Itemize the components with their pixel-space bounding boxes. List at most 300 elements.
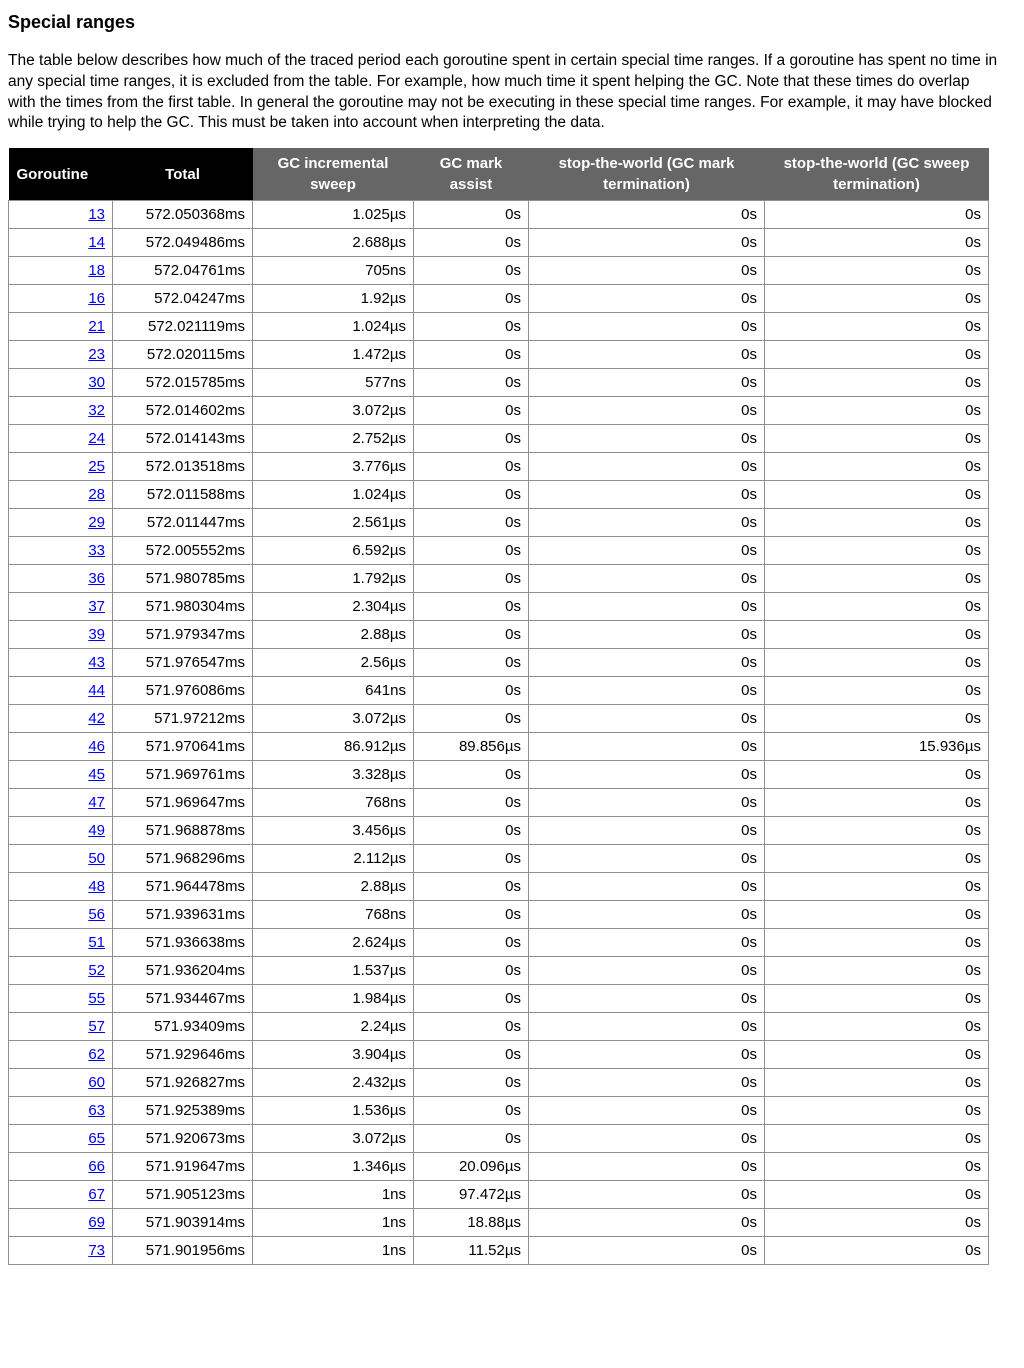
goroutine-link[interactable]: 48 <box>88 878 105 896</box>
gc-incremental-sweep-cell: 2.561µs <box>253 509 414 537</box>
gc-mark-assist-cell: 0s <box>414 817 529 845</box>
goroutine-cell <box>9 789 113 817</box>
table-row <box>9 789 989 817</box>
goroutine-cell <box>9 985 113 1013</box>
total-cell: 571.936204ms <box>113 957 253 985</box>
gc-mark-assist-cell: 89.856µs <box>414 733 529 761</box>
stw-sweep-termination-cell: 0s <box>765 285 989 313</box>
table-row <box>9 453 989 481</box>
gc-incremental-sweep-cell: 2.88µs <box>253 621 414 649</box>
stw-mark-termination-cell: 0s <box>529 537 765 565</box>
table-row <box>9 1069 989 1097</box>
gc-mark-assist-cell: 0s <box>414 1125 529 1153</box>
table-body <box>9 201 989 1265</box>
stw-mark-termination-cell: 0s <box>529 817 765 845</box>
total-cell: 571.934467ms <box>113 985 253 1013</box>
gc-mark-assist-cell: 0s <box>414 901 529 929</box>
goroutine-link[interactable]: 62 <box>88 1046 105 1064</box>
stw-mark-termination-cell: 0s <box>529 313 765 341</box>
total-cell: 571.968296ms <box>113 845 253 873</box>
goroutine-link[interactable]: 47 <box>88 794 105 812</box>
gc-mark-assist-cell: 0s <box>414 1097 529 1125</box>
total-cell: 571.939631ms <box>113 901 253 929</box>
table-row <box>9 425 989 453</box>
gc-mark-assist-cell: 0s <box>414 649 529 677</box>
gc-incremental-sweep-cell: 577ns <box>253 369 414 397</box>
goroutine-cell <box>9 229 113 257</box>
total-cell: 572.050368ms <box>113 201 253 229</box>
gc-mark-assist-cell: 0s <box>414 201 529 229</box>
gc-incremental-sweep-cell: 705ns <box>253 257 414 285</box>
gc-incremental-sweep-cell: 3.072µs <box>253 1125 414 1153</box>
stw-mark-termination-cell: 0s <box>529 1013 765 1041</box>
stw-mark-termination-cell: 0s <box>529 957 765 985</box>
table-row <box>9 481 989 509</box>
goroutine-cell <box>9 1125 113 1153</box>
stw-mark-termination-cell: 0s <box>529 901 765 929</box>
goroutine-link[interactable]: 25 <box>88 458 105 476</box>
column-header-stw-mark-termination: stop-the-world (GC mark termination) <box>529 148 765 201</box>
stw-mark-termination-cell: 0s <box>529 565 765 593</box>
stw-mark-termination-cell: 0s <box>529 761 765 789</box>
stw-sweep-termination-cell: 0s <box>765 565 989 593</box>
gc-incremental-sweep-cell: 1.92µs <box>253 285 414 313</box>
column-header-total: Total <box>113 148 253 201</box>
total-cell: 571.97212ms <box>113 705 253 733</box>
page-description: The table below describes how much of the traced period each goroutine spent in certain special time ranges. If a goroutine has spent no time in any special time ranges, it is excluded from the table. For example, how much time it spent helping the GC. Note that these times do overlap with the times from the first table. In general the goroutine may not be executing in these special time ranges. For example, it may have blocked while trying to help the GC. This must be taken into account when interpreting the data. <box>8 52 998 132</box>
total-cell: 571.976547ms <box>113 649 253 677</box>
goroutine-cell <box>9 901 113 929</box>
goroutine-cell <box>9 397 113 425</box>
gc-incremental-sweep-cell: 2.88µs <box>253 873 414 901</box>
goroutine-link[interactable]: 30 <box>88 374 105 392</box>
gc-mark-assist-cell: 0s <box>414 313 529 341</box>
gc-incremental-sweep-cell: 2.432µs <box>253 1069 414 1097</box>
goroutine-link[interactable]: 18 <box>88 262 105 280</box>
gc-mark-assist-cell: 0s <box>414 397 529 425</box>
goroutine-cell <box>9 1013 113 1041</box>
goroutine-cell <box>9 873 113 901</box>
stw-mark-termination-cell: 0s <box>529 201 765 229</box>
goroutine-link[interactable]: 73 <box>88 1242 105 1260</box>
goroutine-link[interactable]: 50 <box>88 850 105 868</box>
gc-mark-assist-cell: 0s <box>414 705 529 733</box>
table-row <box>9 565 989 593</box>
gc-incremental-sweep-cell: 768ns <box>253 789 414 817</box>
gc-mark-assist-cell: 0s <box>414 369 529 397</box>
gc-mark-assist-cell: 0s <box>414 285 529 313</box>
column-header-gc-incremental-sweep: GC incremental sweep <box>253 148 414 201</box>
total-cell: 571.925389ms <box>113 1097 253 1125</box>
gc-mark-assist-cell: 0s <box>414 257 529 285</box>
stw-sweep-termination-cell: 0s <box>765 201 989 229</box>
gc-incremental-sweep-cell: 1ns <box>253 1181 414 1209</box>
goroutine-link[interactable]: 49 <box>88 822 105 840</box>
goroutine-cell <box>9 593 113 621</box>
goroutine-cell <box>9 1209 113 1237</box>
gc-incremental-sweep-cell: 2.24µs <box>253 1013 414 1041</box>
stw-sweep-termination-cell: 0s <box>765 1041 989 1069</box>
gc-mark-assist-cell: 0s <box>414 957 529 985</box>
goroutine-cell <box>9 369 113 397</box>
stw-mark-termination-cell: 0s <box>529 677 765 705</box>
goroutine-link[interactable]: 57 <box>88 1018 105 1036</box>
stw-mark-termination-cell: 0s <box>529 733 765 761</box>
goroutine-cell <box>9 1097 113 1125</box>
total-cell: 571.929646ms <box>113 1041 253 1069</box>
goroutine-cell <box>9 285 113 313</box>
stw-mark-termination-cell: 0s <box>529 425 765 453</box>
goroutine-link[interactable]: 66 <box>88 1158 105 1176</box>
goroutine-cell <box>9 257 113 285</box>
total-cell: 572.014143ms <box>113 425 253 453</box>
table-header-row <box>9 148 989 201</box>
goroutine-link[interactable]: 14 <box>88 234 105 252</box>
stw-sweep-termination-cell: 0s <box>765 1153 989 1181</box>
goroutine-cell <box>9 817 113 845</box>
stw-sweep-termination-cell: 0s <box>765 705 989 733</box>
gc-incremental-sweep-cell: 3.456µs <box>253 817 414 845</box>
goroutine-cell <box>9 481 113 509</box>
goroutine-cell <box>9 313 113 341</box>
goroutine-link[interactable]: 23 <box>88 346 105 364</box>
goroutine-link[interactable]: 44 <box>88 682 105 700</box>
total-cell: 571.970641ms <box>113 733 253 761</box>
stw-sweep-termination-cell: 0s <box>765 789 989 817</box>
table-row <box>9 257 989 285</box>
gc-incremental-sweep-cell: 6.592µs <box>253 537 414 565</box>
stw-mark-termination-cell: 0s <box>529 1209 765 1237</box>
goroutine-link[interactable]: 43 <box>88 654 105 672</box>
special-ranges-table <box>8 148 989 1265</box>
goroutine-cell <box>9 1041 113 1069</box>
gc-mark-assist-cell: 0s <box>414 1041 529 1069</box>
stw-sweep-termination-cell: 0s <box>765 1125 989 1153</box>
goroutine-cell <box>9 201 113 229</box>
table-row <box>9 845 989 873</box>
table-row <box>9 677 989 705</box>
gc-incremental-sweep-cell: 2.304µs <box>253 593 414 621</box>
gc-incremental-sweep-cell: 1.024µs <box>253 481 414 509</box>
stw-mark-termination-cell: 0s <box>529 257 765 285</box>
table-row <box>9 957 989 985</box>
table-row <box>9 817 989 845</box>
goroutine-cell <box>9 565 113 593</box>
gc-incremental-sweep-cell: 768ns <box>253 901 414 929</box>
total-cell: 571.980304ms <box>113 593 253 621</box>
goroutine-link[interactable]: 55 <box>88 990 105 1008</box>
goroutine-cell <box>9 929 113 957</box>
goroutine-link[interactable]: 63 <box>88 1102 105 1120</box>
table-header <box>9 148 989 201</box>
stw-sweep-termination-cell: 0s <box>765 761 989 789</box>
goroutine-cell <box>9 733 113 761</box>
table-row <box>9 1153 989 1181</box>
total-cell: 571.969647ms <box>113 789 253 817</box>
stw-sweep-termination-cell: 0s <box>765 341 989 369</box>
stw-sweep-termination-cell: 0s <box>765 901 989 929</box>
stw-sweep-termination-cell: 0s <box>765 649 989 677</box>
gc-incremental-sweep-cell: 1ns <box>253 1237 414 1265</box>
table-row <box>9 1237 989 1265</box>
gc-mark-assist-cell: 11.52µs <box>414 1237 529 1265</box>
column-header-stw-sweep-termination: stop-the-world (GC sweep termination) <box>765 148 989 201</box>
stw-sweep-termination-cell: 0s <box>765 1097 989 1125</box>
gc-mark-assist-cell: 97.472µs <box>414 1181 529 1209</box>
stw-mark-termination-cell: 0s <box>529 1181 765 1209</box>
goroutine-cell <box>9 761 113 789</box>
stw-sweep-termination-cell: 0s <box>765 593 989 621</box>
goroutine-link[interactable]: 45 <box>88 766 105 784</box>
total-cell: 571.926827ms <box>113 1069 253 1097</box>
goroutine-link[interactable]: 42 <box>88 710 105 728</box>
stw-sweep-termination-cell: 0s <box>765 453 989 481</box>
stw-sweep-termination-cell: 0s <box>765 621 989 649</box>
total-cell: 571.903914ms <box>113 1209 253 1237</box>
gc-mark-assist-cell: 18.88µs <box>414 1209 529 1237</box>
gc-incremental-sweep-cell: 1.346µs <box>253 1153 414 1181</box>
gc-mark-assist-cell: 0s <box>414 537 529 565</box>
gc-incremental-sweep-cell: 3.072µs <box>253 397 414 425</box>
stw-sweep-termination-cell: 0s <box>765 425 989 453</box>
table-row <box>9 761 989 789</box>
gc-mark-assist-cell: 0s <box>414 1069 529 1097</box>
stw-mark-termination-cell: 0s <box>529 1237 765 1265</box>
stw-sweep-termination-cell: 0s <box>765 873 989 901</box>
total-cell: 572.011447ms <box>113 509 253 537</box>
gc-incremental-sweep-cell: 2.112µs <box>253 845 414 873</box>
goroutine-cell <box>9 649 113 677</box>
gc-mark-assist-cell: 0s <box>414 761 529 789</box>
gc-mark-assist-cell: 0s <box>414 789 529 817</box>
stw-sweep-termination-cell: 0s <box>765 481 989 509</box>
goroutine-link[interactable]: 37 <box>88 598 105 616</box>
total-cell: 571.93409ms <box>113 1013 253 1041</box>
goroutine-link[interactable]: 69 <box>88 1214 105 1232</box>
column-header-gc-mark-assist: GC mark assist <box>414 148 529 201</box>
goroutine-link[interactable]: 32 <box>88 402 105 420</box>
stw-mark-termination-cell: 0s <box>529 285 765 313</box>
table-row <box>9 369 989 397</box>
total-cell: 571.901956ms <box>113 1237 253 1265</box>
stw-sweep-termination-cell: 0s <box>765 537 989 565</box>
goroutine-cell <box>9 537 113 565</box>
gc-incremental-sweep-cell: 3.072µs <box>253 705 414 733</box>
gc-incremental-sweep-cell: 1ns <box>253 1209 414 1237</box>
goroutine-cell <box>9 1181 113 1209</box>
stw-mark-termination-cell: 0s <box>529 1069 765 1097</box>
stw-sweep-termination-cell: 0s <box>765 257 989 285</box>
goroutine-cell <box>9 1153 113 1181</box>
stw-mark-termination-cell: 0s <box>529 1041 765 1069</box>
goroutine-cell <box>9 509 113 537</box>
gc-incremental-sweep-cell: 1.537µs <box>253 957 414 985</box>
total-cell: 572.014602ms <box>113 397 253 425</box>
stw-mark-termination-cell: 0s <box>529 789 765 817</box>
table-row <box>9 901 989 929</box>
stw-sweep-termination-cell: 0s <box>765 1181 989 1209</box>
total-cell: 571.936638ms <box>113 929 253 957</box>
gc-mark-assist-cell: 0s <box>414 985 529 1013</box>
gc-mark-assist-cell: 0s <box>414 565 529 593</box>
stw-sweep-termination-cell: 15.936µs <box>765 733 989 761</box>
stw-sweep-termination-cell: 0s <box>765 313 989 341</box>
table-row <box>9 397 989 425</box>
stw-mark-termination-cell: 0s <box>529 593 765 621</box>
table-row <box>9 313 989 341</box>
goroutine-cell <box>9 957 113 985</box>
total-cell: 571.980785ms <box>113 565 253 593</box>
stw-sweep-termination-cell: 0s <box>765 229 989 257</box>
gc-mark-assist-cell: 0s <box>414 341 529 369</box>
goroutine-link[interactable]: 16 <box>88 290 105 308</box>
goroutine-link[interactable]: 52 <box>88 962 105 980</box>
table-row <box>9 621 989 649</box>
table-row <box>9 341 989 369</box>
stw-mark-termination-cell: 0s <box>529 649 765 677</box>
goroutine-cell <box>9 425 113 453</box>
stw-mark-termination-cell: 0s <box>529 873 765 901</box>
stw-mark-termination-cell: 0s <box>529 705 765 733</box>
gc-incremental-sweep-cell: 86.912µs <box>253 733 414 761</box>
stw-mark-termination-cell: 0s <box>529 509 765 537</box>
total-cell: 572.005552ms <box>113 537 253 565</box>
gc-incremental-sweep-cell: 3.776µs <box>253 453 414 481</box>
stw-sweep-termination-cell: 0s <box>765 1209 989 1237</box>
stw-mark-termination-cell: 0s <box>529 1097 765 1125</box>
table-row <box>9 509 989 537</box>
goroutine-link[interactable]: 24 <box>88 430 105 448</box>
goroutine-cell <box>9 1069 113 1097</box>
goroutine-link[interactable]: 36 <box>88 570 105 588</box>
stw-mark-termination-cell: 0s <box>529 929 765 957</box>
table-row <box>9 1209 989 1237</box>
goroutine-link[interactable]: 60 <box>88 1074 105 1092</box>
gc-incremental-sweep-cell: 2.752µs <box>253 425 414 453</box>
stw-mark-termination-cell: 0s <box>529 369 765 397</box>
goroutine-link[interactable]: 67 <box>88 1186 105 1204</box>
table-row <box>9 985 989 1013</box>
goroutine-link[interactable]: 65 <box>88 1130 105 1148</box>
gc-mark-assist-cell: 0s <box>414 481 529 509</box>
table-row <box>9 201 989 229</box>
table-row <box>9 1125 989 1153</box>
gc-incremental-sweep-cell: 1.024µs <box>253 313 414 341</box>
total-cell: 572.011588ms <box>113 481 253 509</box>
stw-sweep-termination-cell: 0s <box>765 985 989 1013</box>
gc-mark-assist-cell: 0s <box>414 509 529 537</box>
stw-mark-termination-cell: 0s <box>529 481 765 509</box>
goroutine-link[interactable]: 28 <box>88 486 105 504</box>
goroutine-cell <box>9 677 113 705</box>
column-header-goroutine: Goroutine <box>9 148 113 201</box>
table-row <box>9 593 989 621</box>
table-row <box>9 285 989 313</box>
table-row <box>9 229 989 257</box>
stw-sweep-termination-cell: 0s <box>765 677 989 705</box>
stw-mark-termination-cell: 0s <box>529 621 765 649</box>
gc-incremental-sweep-cell: 641ns <box>253 677 414 705</box>
stw-sweep-termination-cell: 0s <box>765 1237 989 1265</box>
stw-mark-termination-cell: 0s <box>529 845 765 873</box>
gc-mark-assist-cell: 0s <box>414 873 529 901</box>
gc-incremental-sweep-cell: 3.328µs <box>253 761 414 789</box>
table-row <box>9 705 989 733</box>
goroutine-link[interactable]: 13 <box>88 206 105 224</box>
goroutine-link[interactable]: 46 <box>88 738 105 756</box>
gc-mark-assist-cell: 20.096µs <box>414 1153 529 1181</box>
gc-mark-assist-cell: 0s <box>414 229 529 257</box>
table-row <box>9 1097 989 1125</box>
total-cell: 571.976086ms <box>113 677 253 705</box>
gc-mark-assist-cell: 0s <box>414 425 529 453</box>
stw-sweep-termination-cell: 0s <box>765 929 989 957</box>
stw-sweep-termination-cell: 0s <box>765 817 989 845</box>
goroutine-link[interactable]: 56 <box>88 906 105 924</box>
table-row <box>9 873 989 901</box>
goroutine-link[interactable]: 33 <box>88 542 105 560</box>
page-title: Special ranges <box>8 12 136 32</box>
table-row <box>9 1041 989 1069</box>
total-cell: 571.919647ms <box>113 1153 253 1181</box>
stw-mark-termination-cell: 0s <box>529 1153 765 1181</box>
stw-mark-termination-cell: 0s <box>529 397 765 425</box>
goroutine-link[interactable]: 21 <box>88 318 105 336</box>
stw-sweep-termination-cell: 0s <box>765 1069 989 1097</box>
gc-mark-assist-cell: 0s <box>414 1013 529 1041</box>
goroutine-link[interactable]: 39 <box>88 626 105 644</box>
goroutine-cell <box>9 341 113 369</box>
total-cell: 572.049486ms <box>113 229 253 257</box>
total-cell: 572.020115ms <box>113 341 253 369</box>
stw-mark-termination-cell: 0s <box>529 341 765 369</box>
total-cell: 571.969761ms <box>113 761 253 789</box>
table-row <box>9 929 989 957</box>
gc-mark-assist-cell: 0s <box>414 453 529 481</box>
goroutine-link[interactable]: 29 <box>88 514 105 532</box>
stw-mark-termination-cell: 0s <box>529 985 765 1013</box>
stw-mark-termination-cell: 0s <box>529 1125 765 1153</box>
table-row <box>9 537 989 565</box>
gc-incremental-sweep-cell: 2.624µs <box>253 929 414 957</box>
table-row <box>9 1181 989 1209</box>
goroutine-cell <box>9 1237 113 1265</box>
gc-mark-assist-cell: 0s <box>414 593 529 621</box>
gc-incremental-sweep-cell: 2.688µs <box>253 229 414 257</box>
goroutine-cell <box>9 453 113 481</box>
gc-mark-assist-cell: 0s <box>414 677 529 705</box>
gc-incremental-sweep-cell: 1.984µs <box>253 985 414 1013</box>
table-row <box>9 733 989 761</box>
goroutine-cell <box>9 621 113 649</box>
table-row <box>9 649 989 677</box>
goroutine-cell <box>9 845 113 873</box>
total-cell: 572.04761ms <box>113 257 253 285</box>
table-row <box>9 1013 989 1041</box>
gc-incremental-sweep-cell: 1.536µs <box>253 1097 414 1125</box>
total-cell: 571.920673ms <box>113 1125 253 1153</box>
gc-incremental-sweep-cell: 1.792µs <box>253 565 414 593</box>
goroutine-link[interactable]: 51 <box>88 934 105 952</box>
gc-incremental-sweep-cell: 3.904µs <box>253 1041 414 1069</box>
stw-mark-termination-cell: 0s <box>529 229 765 257</box>
stw-sweep-termination-cell: 0s <box>765 509 989 537</box>
total-cell: 571.968878ms <box>113 817 253 845</box>
total-cell: 571.964478ms <box>113 873 253 901</box>
gc-incremental-sweep-cell: 2.56µs <box>253 649 414 677</box>
total-cell: 572.04247ms <box>113 285 253 313</box>
stw-sweep-termination-cell: 0s <box>765 369 989 397</box>
